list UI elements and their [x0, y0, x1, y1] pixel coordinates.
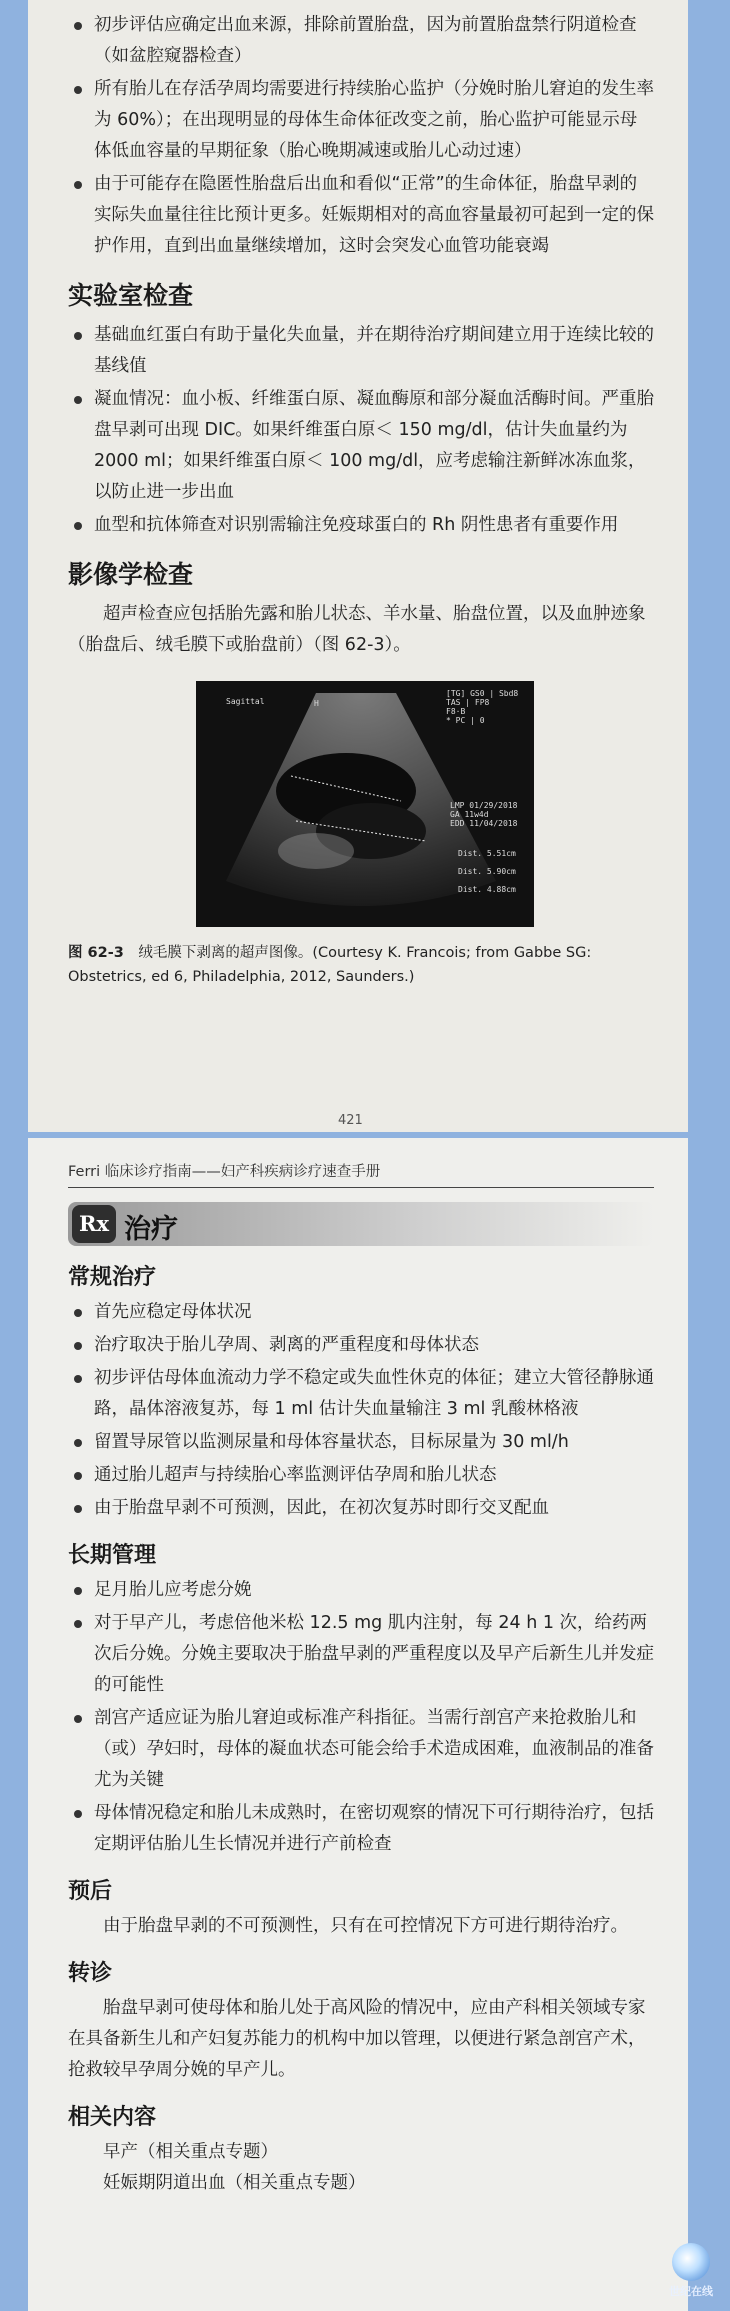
bullet-icon	[74, 1810, 82, 1818]
prognosis-paragraph: 由于胎盘早剥的不可预测性，只有在可控情况下方可进行期待治疗。	[103, 1916, 628, 1936]
longterm-bullets	[68, 1575, 654, 1860]
rx-icon: Rx	[72, 1205, 116, 1243]
routine-bullets	[68, 1297, 654, 1524]
figure-caption-text: 绒毛膜下剥离的超声图像。(Courtesy K. Francois; from Gabbe SG: Obstetrics, ed 6, Philadelphia, 2012, Saunders.)	[68, 945, 592, 985]
bullet-icon	[74, 86, 82, 94]
sagittal-label: Sagittal	[226, 697, 265, 706]
list-item: 凝血情况：血小板、纤维蛋白原、凝血酶原和部分凝血活酶时间。严重胎盘早剥可出现 DIC。如果纤维蛋白原＜ 150 mg/dl，估计失血量约为 2000 ml；如果纤维蛋白原＜ 100 mg/dl，应考虑输注新鲜冰冻血浆，以防止进一步出血	[68, 384, 654, 508]
longterm-heading: 长期管理	[68, 1543, 157, 1568]
running-head: Ferri 临床诊疗指南——妇产科疾病诊疗速查手册	[68, 1160, 654, 1188]
routine-heading: 常规治疗	[68, 1265, 157, 1290]
assessment-bullets	[68, 10, 654, 262]
imaging-paragraph: 超声检查应包括胎先露和胎儿状态、羊水量、胎盘位置，以及血肿迹象（胎盘后、绒毛膜下或胎盘前）（图 62-3）。	[68, 604, 646, 655]
bullet-icon	[74, 1375, 82, 1383]
list-item: 血型和抗体筛查对识别需输注免疫球蛋白的 Rh 阴性患者有重要作用	[68, 510, 654, 541]
bullet-icon	[74, 1309, 82, 1317]
related-heading: 相关内容	[68, 2105, 157, 2130]
logo-text: 世纪在线	[669, 2285, 713, 2298]
bullet-icon	[74, 1439, 82, 1447]
list-item: 通过胎儿超声与持续胎心率监测评估孕周和胎儿状态	[68, 1460, 654, 1491]
list-item: 首先应稳定母体状况	[68, 1297, 654, 1328]
bullet-icon	[74, 1620, 82, 1628]
bullet-icon	[74, 181, 82, 189]
book-page-top	[28, 0, 688, 1132]
list-item: 初步评估应确定出血来源，排除前置胎盘，因为前置胎盘禁行阴道检查（如盆腔窥器检查）	[68, 10, 654, 72]
ultrasound-image	[196, 681, 534, 927]
bullet-icon	[74, 1715, 82, 1723]
bullet-icon	[74, 22, 82, 30]
list-item: 由于可能存在隐匿性胎盘后出血和看似“正常”的生命体征，胎盘早剥的实际失血量往往比预计更多。妊娠期相对的高血容量最初可起到一定的保护作用，直到出血量继续增加，这时会突发心血管功能衰竭	[68, 169, 654, 262]
list-item: 所有胎儿在存活孕周均需要进行持续胎心监护（分娩时胎儿窘迫的发生率为 60%）；在出现明显的母体生命体征改变之前，胎心监护可能显示母体低血容量的早期征象（胎心晚期减速或胎儿心动过速）	[68, 74, 654, 167]
prognosis-heading: 预后	[68, 1879, 113, 1904]
referral-heading: 转诊	[68, 1961, 113, 1986]
treatment-banner	[68, 1202, 654, 1246]
related-item: 早产（相关重点专题）	[103, 2142, 278, 2162]
list-item: 留置导尿管以监测尿量和母体容量状态，目标尿量为 30 ml/h	[68, 1427, 654, 1458]
referral-paragraph: 胎盘早剥可使母体和胎儿处于高风险的情况中，应由产科相关领域专家在具备新生儿和产妇复苏能力的机构中加以管理，以便进行紧急剖宫产术，抢救较早孕周分娩的早产儿。	[68, 1998, 646, 2080]
bullet-icon	[74, 332, 82, 340]
scan-info-top: [TG] GS0 | Sbd8 TAS | FP8 F8·B * PC | 0	[446, 689, 519, 725]
bullet-icon	[74, 1587, 82, 1595]
list-item: 剖宫产适应证为胎儿窘迫或标准产科指征。当需行剖宫产来抢救胎儿和（或）孕妇时，母体的凝血状态可能会给手术造成困难，血液制品的准备尤为关键	[68, 1703, 654, 1796]
list-item: 足月胎儿应考虑分娩	[68, 1575, 654, 1606]
scan-info-dates: LMP 01/29/2018 GA 11w4d EDD 11/04/2018	[450, 801, 518, 828]
list-item: 对于早产儿，考虑倍他米松 12.5 mg 肌内注射，每 24 h 1 次，给药两次后分娩。分娩主要取决于胎盘早剥的严重程度以及早产后新生儿并发症的可能性	[68, 1608, 654, 1701]
bullet-icon	[74, 1342, 82, 1350]
orientation-label: H	[314, 699, 319, 708]
globe-icon	[672, 2243, 710, 2281]
section-title: 治疗	[124, 1214, 178, 1245]
list-item: 治疗取决于胎儿孕周、剥离的严重程度和母体状态	[68, 1330, 654, 1361]
book-page-bottom	[28, 1138, 688, 2311]
imaging-heading: 影像学检查	[68, 560, 194, 589]
bullet-icon	[74, 522, 82, 530]
figure-label: 图 62-3	[68, 945, 124, 961]
lab-bullets	[68, 320, 654, 541]
watermark-logo	[660, 2243, 722, 2305]
bullet-icon	[74, 1505, 82, 1513]
list-item: 初步评估母体血流动力学不稳定或失血性休克的体征；建立大管径静脉通路，晶体溶液复苏，每 1 ml 估计失血量输注 3 ml 乳酸林格液	[68, 1363, 654, 1425]
figure-caption	[68, 941, 654, 989]
scan-distances: Dist. 5.51cm Dist. 5.90cm Dist. 4.88cm	[458, 849, 516, 894]
related-item: 妊娠期阴道出血（相关重点专题）	[103, 2173, 366, 2193]
list-item: 基础血红蛋白有助于量化失血量，并在期待治疗期间建立用于连续比较的基线值	[68, 320, 654, 382]
page-number: 421	[338, 1113, 363, 1128]
lab-heading: 实验室检查	[68, 281, 194, 310]
list-item: 由于胎盘早剥不可预测，因此，在初次复苏时即行交叉配血	[68, 1493, 654, 1524]
bullet-icon	[74, 1472, 82, 1480]
list-item: 母体情况稳定和胎儿未成熟时，在密切观察的情况下可行期待治疗，包括定期评估胎儿生长情况并进行产前检查	[68, 1798, 654, 1860]
bullet-icon	[74, 396, 82, 404]
